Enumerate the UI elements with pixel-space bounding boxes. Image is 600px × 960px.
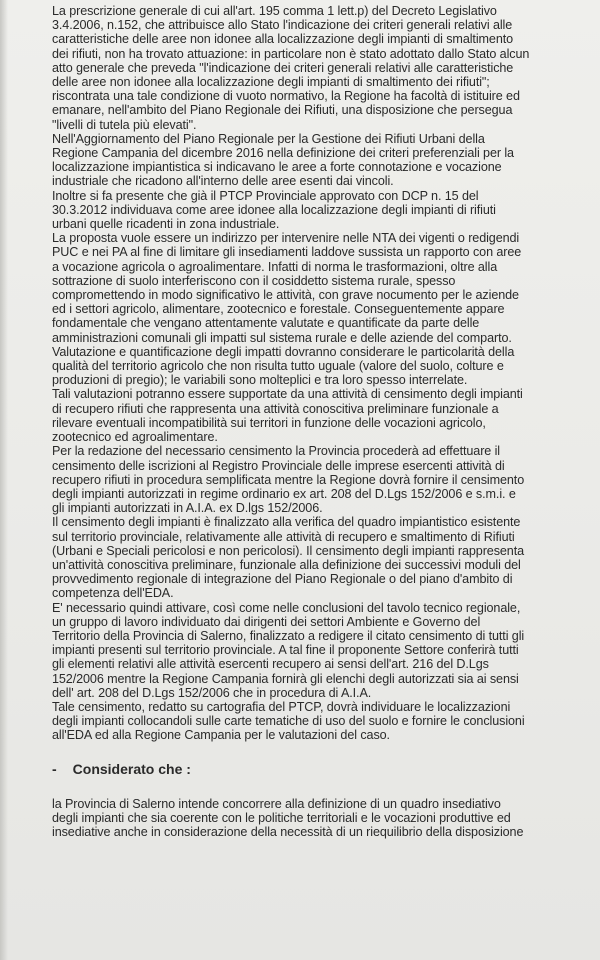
text-line: "livelli di tutela più elevati". [52, 117, 197, 132]
text-line: Regione Campania del dicembre 2016 nella definizione dei criteri preferenziali per la [52, 146, 514, 161]
text-line: dei rifiuti, non ha trovato attuazione: in particolare non è stato adottato dallo Stato alcun [52, 46, 530, 61]
text-line: un gruppo di lavoro individuato dai dirigenti dei settori Ambiente e Governo del [52, 614, 481, 629]
text-line: fondamentale che vengano attentamente valutate e quantificate da parte delle [52, 316, 480, 331]
text-line: PUC e nei PA al fine di limitare gli insediamenti laddove sussista un rapporto con aree [52, 245, 522, 260]
paragraph [52, 601, 570, 700]
text-line: Per la redazione del necessario censimento la Provincia procederà ad effettuare il [52, 444, 501, 459]
text-line: Inoltre si fa presente che già il PTCP Provinciale approvato con DCP n. 15 del [52, 188, 479, 203]
text-line: 3.4.2006, n.152, che attribuisce allo Stato l'indicazione dei criteri generali relativi alle [52, 18, 513, 33]
text-line: competenza dell'EDA. [52, 586, 174, 601]
text-line: all'EDA ed alla Regione Campania per le valutazioni del caso. [52, 728, 390, 743]
text-line: la Provincia di Salerno intende concorrere alla definizione di un quadro insediativo [52, 796, 501, 811]
text-line: E' necessario quindi attivare, così come nelle conclusioni del tavolo tecnico regionale, [52, 600, 521, 615]
text-line: caratteristiche delle aree non idonee alla localizzazione degli impianti di smaltimento [52, 32, 514, 47]
paragraph [52, 132, 570, 189]
heading-text: Considerato che : [72, 760, 191, 777]
text-line: 30.3.2012 individuava come aree idonee alla localizzazione degli impianti di rifiuti [52, 202, 496, 217]
body-text [52, 4, 570, 743]
text-line: un'attività conoscitiva preliminare, funzionale alla definizione dei successivi moduli del [52, 557, 521, 572]
paragraph [52, 387, 570, 444]
text-line: Il censimento degli impianti è finalizzato alla verifica del quadro impiantistico esistente [52, 515, 521, 530]
text-line: amministrazioni comunali gli impatti sul sistema rurale e delle aziende del comparto. [52, 330, 512, 345]
text-line: zootecnico ed agroalimentare. [52, 430, 218, 445]
text-line: Tale censimento, redatto su cartografia del PTCP, dovrà individuare le localizzazioni [52, 699, 511, 714]
paragraph [52, 515, 570, 600]
text-line: delle aree non idonee alla localizzazione degli impianti di smaltimento dei rifiuti"; [52, 75, 490, 90]
text-line: dell' art. 208 del D.Lgs 152/2006 che in procedura di A.I.A. [52, 685, 372, 700]
text-line: degli impianti autorizzati in regime ordinario ex art. 208 del D.Lgs 152/2006 e s.m.i. e [52, 486, 516, 501]
section-heading [52, 761, 570, 777]
text-line: gli elementi relativi alle attività esercenti recupero ai sensi dell'art. 216 del D.Lgs [52, 657, 489, 672]
text-line: gli impianti autorizzati in A.I.A. ex D.lgs 152/2006. [52, 501, 323, 516]
paragraph [52, 444, 570, 515]
text-line: di recupero rifiuti che rappresenta una attività conoscitiva preliminare funzionale a [52, 401, 499, 416]
paragraph [52, 797, 570, 840]
paragraph [52, 189, 570, 232]
paragraph [52, 231, 570, 387]
text-line: riscontrata una tale condizione di vuoto normativo, la Regione ha facoltà di istituire ed [52, 89, 520, 104]
text-line: insediative anche in considerazione della necessità di un riequilibrio della disposizione [52, 824, 524, 839]
final-paragraph [52, 797, 570, 840]
text-line: censimento delle iscrizioni al Registro Provinciale delle imprese esercenti attività di [52, 458, 505, 473]
text-line: produzioni di pregio); le variabili sono molteplici e tra loro spesso interrelate. [52, 373, 468, 388]
text-line: ed i settori agricolo, alimentare, zootecnico e forestale. Conseguentemente appare [52, 302, 505, 317]
paragraph [52, 4, 570, 132]
heading-dash: - [52, 760, 57, 777]
text-line: degli impianti collocandoli sulle carte tematiche di uso del suolo e fornire le conclusioni [52, 714, 525, 729]
text-line: Valutazione e quantificazione degli impatti dovranno considerare le particolarità della [52, 344, 515, 359]
text-line: industriale che ricadono all'interno delle aree esenti dai vincoli. [52, 174, 394, 189]
text-line: qualità del territorio agricolo che non risulta tutto uguale (valore del suolo, colture e [52, 359, 504, 374]
text-line: provvedimento regionale di integrazione del Piano Regionale o del piano d'ambito di [52, 572, 513, 587]
text-line: urbani quelle ricadenti in zona industriale. [52, 217, 280, 232]
text-line: La proposta vuole essere un indirizzo per intervenire nelle NTA dei vigenti o redigendi [52, 231, 520, 246]
text-line: emanare, nell'ambito del Piano Regionale dei Rifiuti, una disposizione che persegua [52, 103, 513, 118]
text-line: degli impianti che sia coerente con le politiche territoriali e le vocazioni produttive ed [52, 810, 511, 825]
text-line: recupero rifiuti in procedura semplificata mentre la Regione dovrà fornire il censimento [52, 472, 525, 487]
text-line: localizzazione impiantistica si indicavano le aree a forte connotazione e vocazione [52, 160, 502, 175]
text-line: La prescrizione generale di cui all'art. 195 comma 1 lett.p) del Decreto Legislativo [52, 4, 497, 18]
text-line: 152/2006 mentre la Regione Campania fornirà gli elenchi degli autorizzati sia ai sensi [52, 671, 519, 686]
paragraph [52, 700, 570, 743]
text-line: sottrazione di suolo interferiscono con il cosiddetto sistema rurale, spesso [52, 273, 456, 288]
page-shadow [0, 0, 8, 960]
text-line: a vocazione agricola o agroalimentare. Infatti di norma le trasformazioni, oltre alla [52, 259, 498, 274]
text-line: Nell'Aggiornamento del Piano Regionale per la Gestione dei Rifiuti Urbani della [52, 131, 485, 146]
text-line: Territorio della Provincia di Salerno, finalizzato a redigere il citato censimento di tutti gli [52, 628, 525, 643]
text-line: (Urbani e Speciali pericolosi e non pericolosi). Il censimento degli impianti rappresenta [52, 543, 525, 558]
text-line: sul territorio provinciale, relativamente alle attività di recupero e smaltimento di Rifiuti [52, 529, 515, 544]
text-line: Tali valutazioni potranno essere supportate da una attività di censimento degli impianti [52, 387, 523, 402]
text-line: impianti presenti sul territorio provinciale. A tal fine il proponente Settore conferirà tutti [52, 643, 519, 658]
text-line: atto generale che preveda "l'indicazione dei criteri generali relativi alle caratteristiche [52, 60, 514, 75]
text-line: compromettendo in modo significativo le attività, con grave nocumento per le aziende [52, 288, 519, 303]
text-line: rilevare eventuali incompatibilità sui territori in funzione delle vocazioni agricolo, [52, 415, 486, 430]
